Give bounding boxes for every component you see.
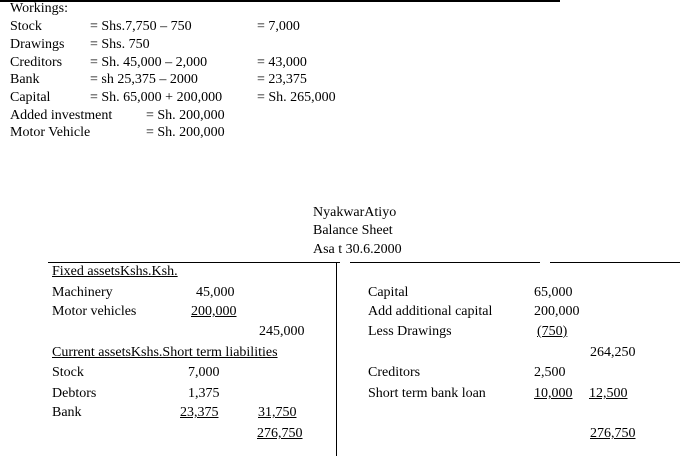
working-calc-stock: = Shs.7,750 – 750	[90, 19, 192, 34]
stock-label: Stock	[52, 365, 84, 380]
balance-sheet-divider	[336, 262, 337, 456]
machinery-value: 45,000	[196, 285, 235, 300]
workings-heading: Workings:	[10, 1, 68, 16]
working-label-motor-vehicle: Motor Vehicle	[10, 125, 91, 140]
working-calc-added-investment: = Sh. 200,000	[146, 108, 225, 123]
balance-sheet-name: NyakwarAtiyo	[313, 205, 397, 220]
debtors-value: 1,375	[188, 386, 220, 401]
working-calc-creditors: = Sh. 45,000 – 2,000	[90, 55, 208, 70]
fixed-assets-header: Fixed assetsKshs.Ksh.	[52, 264, 178, 279]
additional-capital-value: 200,000	[534, 304, 580, 319]
short-term-loan-value: 10,000	[534, 386, 573, 401]
rule-gap	[540, 262, 550, 263]
working-result-capital: = Sh. 265,000	[257, 90, 336, 105]
current-assets-header: Current assetsKshs.Short term liabilities	[52, 345, 278, 360]
assets-grand-total: 276,750	[257, 426, 303, 441]
drawings-value: (750)	[537, 324, 568, 339]
working-label-stock: Stock	[10, 19, 42, 34]
net-capital: 264,250	[590, 345, 636, 360]
balance-sheet-top-rule	[48, 262, 680, 263]
working-calc-capital: = Sh. 65,000 + 200,000	[90, 90, 223, 105]
working-calc-bank: = sh 25,375 – 2000	[90, 72, 198, 87]
debtors-label: Debtors	[52, 386, 97, 401]
short-term-loan-label: Short term bank loan	[368, 386, 486, 401]
balance-sheet-title: Balance Sheet	[313, 223, 393, 238]
balance-sheet-date: Asa t 30.6.2000	[313, 242, 402, 257]
current-assets-total: 31,750	[258, 405, 297, 420]
liabilities-total: 12,500	[589, 386, 628, 401]
liabilities-grand-total: 276,750	[590, 426, 636, 441]
working-label-capital: Capital	[10, 90, 51, 105]
working-result-stock: = 7,000	[257, 19, 300, 34]
creditors-label: Creditors	[368, 365, 421, 380]
working-label-drawings: Drawings	[10, 37, 65, 52]
working-label-added-investment: Added investment	[10, 108, 113, 123]
working-calc-drawings: = Shs. 750	[90, 37, 150, 52]
capital-label: Capital	[368, 285, 409, 300]
stock-value: 7,000	[188, 365, 220, 380]
working-result-bank: = 23,375	[257, 72, 307, 87]
motor-vehicles-label: Motor vehicles	[52, 304, 137, 319]
capital-value: 65,000	[534, 285, 573, 300]
drawings-label: Less Drawings	[368, 324, 452, 339]
bank-label: Bank	[52, 405, 82, 420]
working-result-creditors: = 43,000	[257, 55, 307, 70]
motor-vehicles-value: 200,000	[191, 304, 237, 319]
working-label-creditors: Creditors	[10, 55, 63, 70]
additional-capital-label: Add additional capital	[368, 304, 493, 319]
top-border-line	[0, 0, 560, 2]
creditors-value: 2,500	[534, 365, 566, 380]
working-calc-motor-vehicle: = Sh. 200,000	[146, 125, 225, 140]
rule-gap	[340, 262, 350, 263]
machinery-label: Machinery	[52, 285, 113, 300]
fixed-assets-total: 245,000	[259, 324, 305, 339]
working-label-bank: Bank	[10, 72, 40, 87]
bank-value: 23,375	[180, 405, 219, 420]
